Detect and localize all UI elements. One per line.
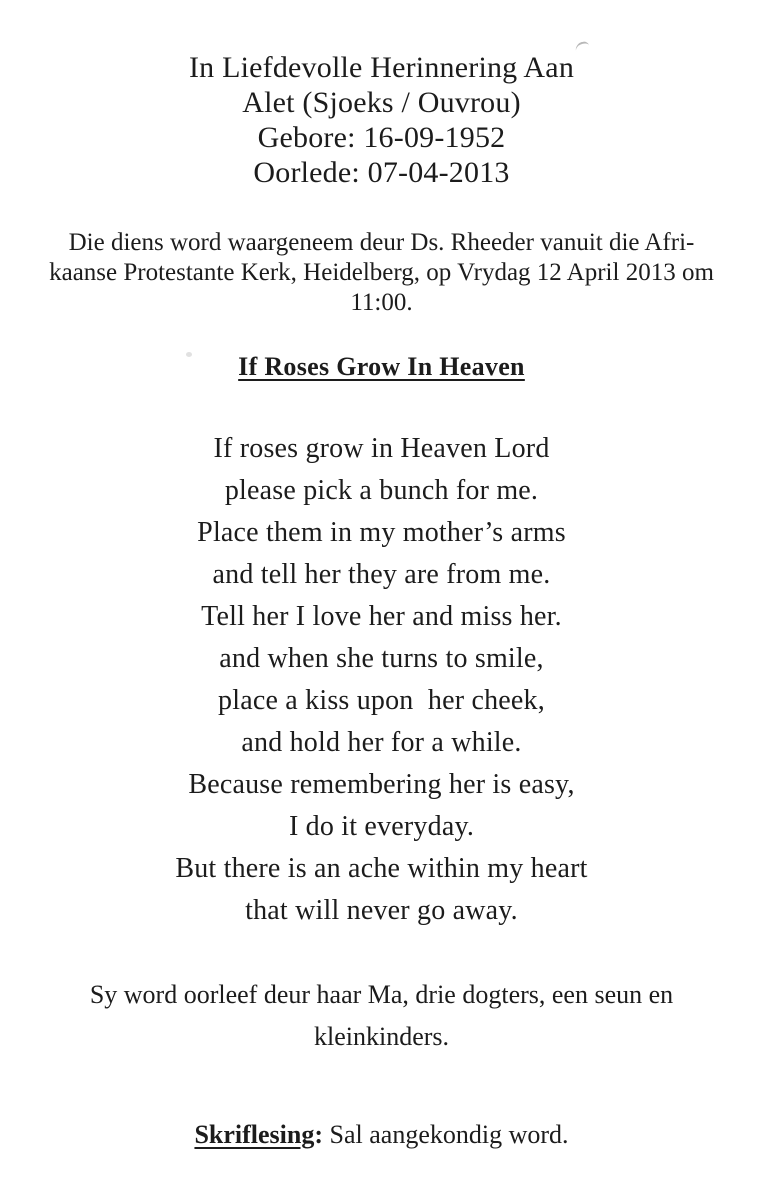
survivors-line: Sy word oorleef deur haar Ma, drie dogters, een seun en bbox=[89, 980, 674, 1009]
poem-line: Tell her I love her and miss her. bbox=[201, 601, 562, 632]
survivors-note bbox=[0, 974, 763, 1058]
service-notice-line: kaanse Protestante Kerk, Heidelberg, op Vrydag 12 April 2013 om bbox=[49, 259, 714, 286]
poem-line: place a kiss upon her cheek, bbox=[218, 685, 545, 716]
poem-line: that will never go away. bbox=[245, 895, 518, 926]
scripture-label: Skriflesing bbox=[194, 1120, 315, 1149]
header-line: Gebore: 16-09-1952 bbox=[257, 121, 506, 154]
poem-line: Place them in my mother’s arms bbox=[197, 517, 566, 548]
poem bbox=[0, 428, 763, 932]
scripture-colon: : bbox=[314, 1120, 324, 1149]
poem-line: But there is an ache within my heart bbox=[175, 853, 588, 884]
scripture-reading bbox=[0, 1120, 763, 1150]
poem-line: and when she turns to smile, bbox=[219, 643, 544, 674]
service-notice-line: 11:00. bbox=[350, 289, 413, 316]
poem-line: please pick a bunch for me. bbox=[224, 475, 539, 506]
poem-line: I do it everyday. bbox=[288, 811, 475, 842]
scan-artifact-dot bbox=[186, 352, 192, 357]
poem-title: If Roses Grow In Heaven bbox=[238, 352, 525, 381]
header-line: In Liefdevolle Herinnering Aan bbox=[188, 51, 575, 84]
header-line: Oorlede: 07-04-2013 bbox=[253, 156, 510, 189]
service-notice bbox=[0, 228, 763, 318]
memorial-header bbox=[0, 0, 763, 190]
poem-line: and tell her they are from me. bbox=[212, 559, 551, 590]
scripture-text: Sal aangekondig word. bbox=[323, 1120, 569, 1149]
survivors-line: kleinkinders. bbox=[313, 1022, 450, 1051]
service-notice-line: Die diens word waargeneem deur Ds. Rheeder vanuit die Afri- bbox=[68, 229, 695, 256]
poem-line: If roses grow in Heaven Lord bbox=[213, 433, 550, 464]
header-line: Alet (Sjoeks / Ouvrou) bbox=[242, 86, 521, 119]
poem-line: Because remembering her is easy, bbox=[188, 769, 575, 800]
poem-line: and hold her for a while. bbox=[241, 727, 522, 758]
